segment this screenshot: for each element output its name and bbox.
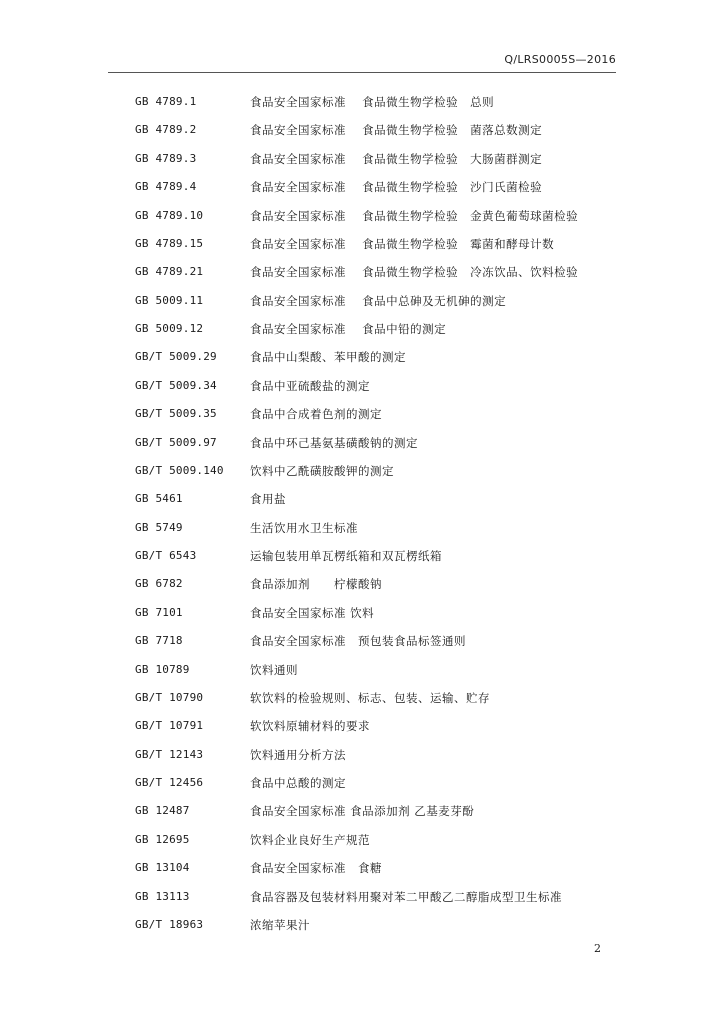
standard-title: 食品中亚硫酸盐的测定 — [250, 378, 370, 393]
standard-title: 食品安全国家标准 食品微生物学检验 金黄色葡萄球菌检验 — [250, 208, 579, 223]
reference-row — [0, 911, 724, 939]
standard-code: GB/T 18963 — [135, 917, 204, 931]
standard-title: 软饮料原辅材料的要求 — [250, 719, 370, 734]
reference-row — [0, 826, 724, 854]
reference-row — [0, 173, 724, 201]
standard-title: 生活饮用水卫生标准 — [250, 520, 358, 535]
standard-code: GB 10789 — [135, 662, 190, 676]
standard-code: GB 13104 — [135, 861, 190, 875]
page-number: 2 — [594, 942, 601, 955]
standard-code: GB 6782 — [135, 577, 183, 591]
reference-row — [0, 230, 724, 258]
standard-code: GB 7718 — [135, 634, 183, 648]
standard-title: 食品中合成着色剂的测定 — [250, 407, 382, 422]
reference-row — [0, 429, 724, 457]
reference-row — [0, 116, 724, 144]
standard-title: 食品安全国家标准 食品中铅的测定 — [250, 322, 447, 336]
standard-code: GB/T 6543 — [135, 549, 197, 562]
reference-row — [0, 258, 724, 286]
standard-title: 食品安全国家标准 食品添加剂 乙基麦芽酚 — [250, 804, 475, 819]
reference-row — [0, 542, 724, 570]
reference-row — [0, 854, 724, 882]
standard-code: GB 12487 — [135, 804, 190, 818]
standard-code: GB 5009.12 — [135, 322, 204, 335]
standard-title: 软饮料的检验规则、标志、包装、运输、贮存 — [250, 690, 490, 705]
standard-title: 运输包装用单瓦楞纸箱和双瓦楞纸箱 — [250, 549, 442, 563]
standard-title: 食品中山梨酸、苯甲酸的测定 — [250, 350, 406, 365]
standard-code: GB 4789.1 — [135, 95, 197, 108]
standard-code: GB/T 12456 — [135, 776, 204, 789]
document-code: Q/LRS0005S—2016 — [504, 53, 616, 66]
standard-title: 食品中总酸的测定 — [250, 776, 346, 790]
standard-code: GB/T 10791 — [135, 719, 204, 733]
reference-row — [0, 599, 724, 627]
standard-title: 食品安全国家标准 食品微生物学检验 沙门氏菌检验 — [250, 180, 543, 195]
standard-code: GB/T 10790 — [135, 690, 204, 704]
reference-row — [0, 145, 724, 173]
reference-row — [0, 88, 724, 116]
standard-code: GB/T 5009.35 — [135, 407, 217, 421]
standard-title: 食品安全国家标准 食品中总砷及无机砷的测定 — [250, 293, 507, 308]
standard-title: 食用盐 — [250, 492, 286, 507]
standard-code: GB 4789.2 — [135, 123, 197, 137]
standard-code: GB 12695 — [135, 832, 190, 846]
standard-code: GB/T 5009.29 — [135, 350, 217, 364]
standard-title: 食品安全国家标准 食品微生物学检验 霉菌和酵母计数 — [250, 236, 555, 251]
reference-row — [0, 627, 724, 655]
standard-code: GB 5461 — [135, 492, 183, 506]
standard-code: GB/T 5009.140 — [135, 463, 224, 477]
reference-row — [0, 202, 724, 230]
standard-title: 食品安全国家标准 饮料 — [250, 605, 375, 620]
standard-code: GB/T 5009.34 — [135, 378, 217, 392]
standard-title: 饮料企业良好生产规范 — [250, 832, 370, 847]
standard-title: 食品中环己基氨基磺酸钠的测定 — [250, 435, 418, 450]
standard-title: 饮料通用分析方法 — [250, 747, 346, 762]
standard-code: GB 4789.21 — [135, 265, 204, 279]
standard-code: GB/T 5009.97 — [135, 435, 217, 449]
standard-title: 浓缩苹果汁 — [250, 917, 310, 932]
standard-code: GB 5009.11 — [135, 293, 204, 307]
standard-title: 食品安全国家标准 食品微生物学检验 菌落总数测定 — [250, 123, 543, 138]
standard-code: GB 13113 — [135, 889, 190, 903]
reference-row — [0, 883, 724, 911]
reference-row — [0, 457, 724, 485]
standard-title: 食品安全国家标准 预包装食品标签通则 — [250, 634, 466, 649]
standard-title: 食品安全国家标准 食品微生物学检验 总则 — [250, 95, 495, 109]
standard-code: GB 4789.10 — [135, 208, 204, 222]
reference-row — [0, 712, 724, 740]
standard-code: GB 5749 — [135, 520, 183, 534]
standard-code: GB/T 12143 — [135, 747, 204, 761]
reference-row — [0, 315, 724, 343]
reference-row — [0, 684, 724, 712]
reference-row — [0, 514, 724, 542]
reference-row — [0, 343, 724, 371]
reference-row — [0, 769, 724, 797]
standard-code: GB 4789.15 — [135, 236, 204, 250]
reference-row — [0, 372, 724, 400]
reference-row — [0, 400, 724, 428]
reference-row — [0, 287, 724, 315]
reference-row — [0, 741, 724, 769]
normative-reference-list — [0, 88, 724, 939]
standard-code: GB 4789.3 — [135, 151, 197, 165]
reference-row — [0, 797, 724, 825]
reference-row — [0, 570, 724, 598]
standard-title: 饮料通则 — [250, 662, 298, 677]
standard-title: 食品添加剂 柠檬酸钠 — [250, 577, 382, 592]
standard-code: GB 4789.4 — [135, 180, 197, 194]
standard-title: 食品容器及包装材料用聚对苯二甲酸乙二醇脂成型卫生标准 — [250, 889, 562, 904]
standard-code: GB 7101 — [135, 605, 183, 619]
standard-title: 食品安全国家标准 食品微生物学检验 大肠菌群测定 — [250, 151, 543, 166]
standard-title: 饮料中乙酰磺胺酸钾的测定 — [250, 463, 394, 478]
standard-title: 食品安全国家标准 食糖 — [250, 861, 382, 876]
header-divider — [108, 72, 616, 73]
reference-row — [0, 656, 724, 684]
standard-title: 食品安全国家标准 食品微生物学检验 冷冻饮品、饮料检验 — [250, 265, 579, 280]
reference-row — [0, 485, 724, 513]
